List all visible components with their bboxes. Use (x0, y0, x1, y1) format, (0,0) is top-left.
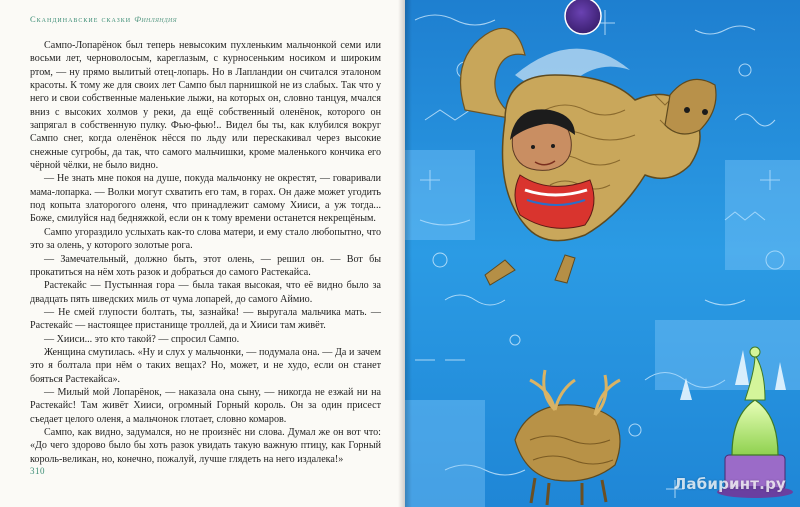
paragraph: Сампо угораздило услыхать как-то слова матери, и ему стало любопытно, что это за олень, у которого золотые рога. (30, 226, 381, 252)
paragraph: — Хииси... это кто такой? — спросил Сампо. (44, 333, 240, 345)
paragraph: Женщина смутилась. «Ну и слух у мальчонки, — подумала она. — Да и зачем это я болтала при нём о таких вещах? Но, может, и не худо, если он станет бояться Растекайса». (30, 346, 381, 385)
paragraph: Растекайс — Пустынная гора — была такая высокая, что её видно было за двадцать пять шведских миль от чума лопарей, до самого Аймио. (30, 280, 381, 305)
paragraph: — Не знать мне покоя на душе, покуда мальчонку не окрестят, — говаривали мама-лопарка. — Волки могут схватить его там, в горах. Он даже может угодить под копыта златорогого оленя, что принадлежит самому Хииси, а уж тогда... Боже, смилуйся над бедняжкой, если он к тому времени останется некрещёным. (30, 173, 381, 225)
body-text (30, 39, 381, 466)
illustration-page (405, 0, 800, 507)
paragraph: — Замечательный, должно быть, этот олень, — решил он. — Вот бы прокатиться на нём хоть разок и добраться до самого Растекайса. (30, 253, 381, 278)
watermark: Лабиринт.ру (673, 475, 786, 493)
paragraph: Сампо-Лопарёнок был теперь невысоким пухленьким мальчонкой семи или восьми лет, черноволосым, кареглазым, с курносеньким носиком и широким ртом, — ну прямо вылитый отец-лопарь. Но в Лапландии он считался эталоном красоты. К тому же для своих лет Сампо был парнишкой не из слабых. Так что у него и свои собственные маленькие лыжи, на которых он, словно танцуя, мчался вниз с высоких холмов у реки, да ещё собственный оленёнок, которого он запрягал в собственную пулку. Фью-фью!.. Видел бы ты, как клубился вокруг Сампо снег, когда оленёнок нёсся по льду или перескакивал через высокие снежные сугробы, да так, что самого мальчишки, кроме маленького кончика его чёрной чёлки, не было видно. (30, 40, 381, 172)
paragraph: — Не смей глупости болтать, ты, зазнайка! — выругала мальчика мать. — Растекайс — настоящее пристанище троллей, да и Хииси там живёт. (30, 306, 381, 332)
paragraph: Сампо, как видно, задумался, но не произнёс ни слова. Думал же он вот что: «До чего здорово было бы хоть разок увидать такую важную птицу, как Горный король-великан, но, конечно, пожалуй, лучше глядеть на него издалека!» (30, 426, 381, 465)
paragraph: — Милый мой Лопарёнок, — наказала она сыну, — никогда не езжай ни на Растекайс! Там живёт Хииси, огромный Горный король. Он за один присест съедает целого оленя, а мальчонок глотает, словно комаров. (30, 386, 381, 425)
moon (565, 0, 601, 34)
running-head-country: Финляндия (134, 14, 177, 24)
illustration (405, 0, 800, 507)
running-head (30, 14, 381, 24)
page-number: 310 (30, 466, 45, 476)
running-head-book: Скандинавские сказки (30, 14, 132, 24)
